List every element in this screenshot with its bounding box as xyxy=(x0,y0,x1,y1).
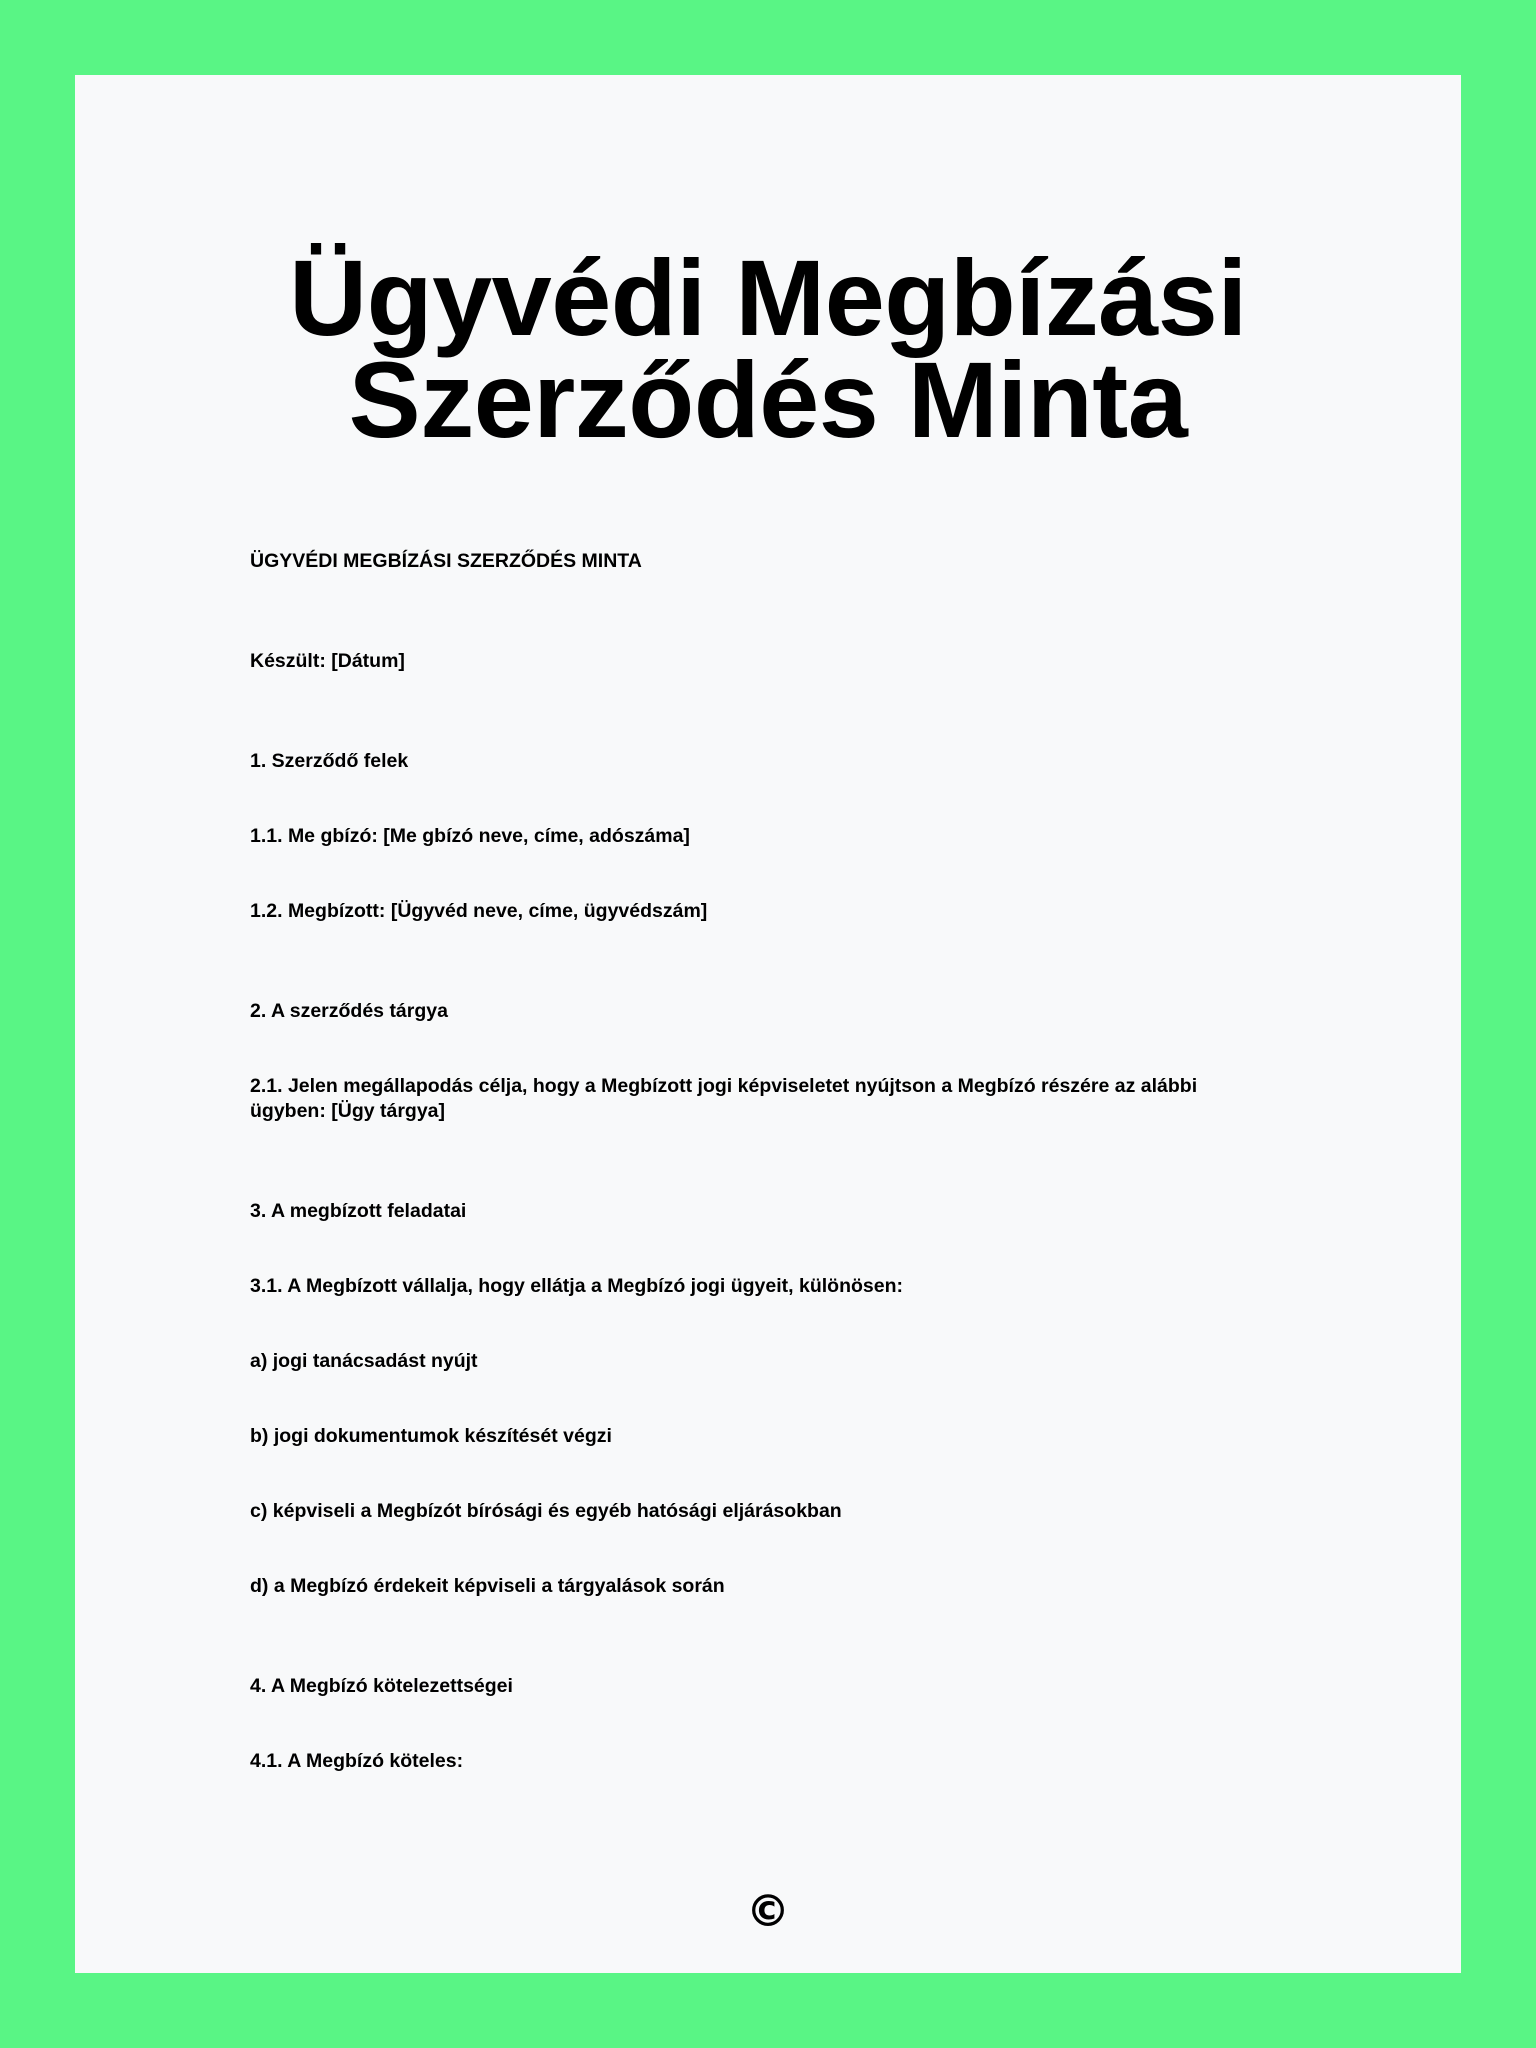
section-4-title: 4. A Megbízó kötelezettségei xyxy=(250,1675,513,1697)
list-item-b: b) jogi dokumentumok készítését végzi xyxy=(250,1425,612,1447)
list-item-c: c) képviseli a Megbízót bírósági és egyéb hatósági eljárásokban xyxy=(250,1500,842,1522)
section-2-title: 2. A szerződés tárgya xyxy=(250,1000,448,1022)
title-line-2: Szerződés Minta xyxy=(348,339,1188,460)
copyright-icon: © xyxy=(746,1886,790,1937)
document-heading: ÜGYVÉDI MEGBÍZÁSI SZERZŐDÉS MINTA xyxy=(250,550,642,572)
clause-1-2: 1.2. Megbízott: [Ügyvéd neve, címe, ügyvédszám] xyxy=(250,900,708,922)
clause-4-1: 4.1. A Megbízó köteles: xyxy=(250,1750,464,1772)
document-page xyxy=(75,75,1461,1973)
section-3-title: 3. A megbízott feladatai xyxy=(250,1200,467,1222)
clause-3-1: 3.1. A Megbízott vállalja, hogy ellátja a Megbízó jogi ügyeit, különösen: xyxy=(250,1275,903,1297)
date-line: Készült: [Dátum] xyxy=(250,650,405,672)
clause-1-1: 1.1. Me gbízó: [Me gbízó neve, címe, adószáma] xyxy=(250,825,690,847)
list-item-a: a) jogi tanácsadást nyújt xyxy=(250,1350,478,1372)
list-item-d: d) a Megbízó érdekeit képviseli a tárgyalások során xyxy=(250,1575,725,1597)
section-1-title: 1. Szerződő felek xyxy=(250,750,409,772)
title-line-1: Ügyvédi Megbízási xyxy=(289,237,1247,358)
clause-2-1: 2.1. Jelen megállapodás célja, hogy a Megbízott jogi képviseletet nyújtson a Megbízó részére az alábbi ügyben: [Ügy tárgya] xyxy=(250,1075,1198,1122)
document-title xyxy=(75,237,1461,460)
